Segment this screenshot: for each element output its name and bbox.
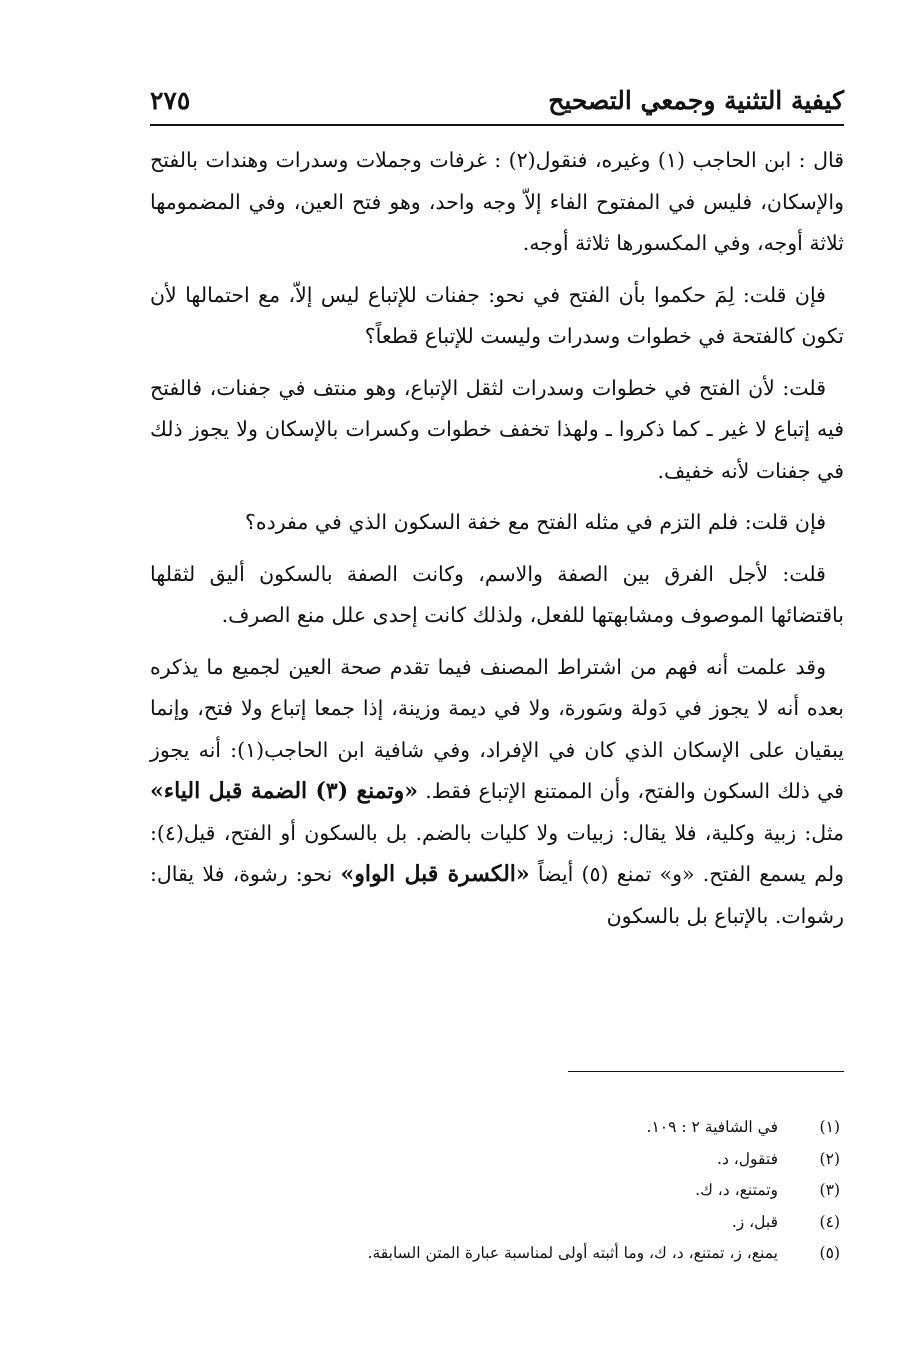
footnote-separator	[568, 1071, 844, 1072]
paragraph-2: فإن قلت: لِمَ حكموا بأن الفتح في نحو: جفنات للإتباع ليس إلاّ، مع احتمالها لأن تكون كالفتحة في خطوات وسدرات وليست للإتباع قطعاً؟	[150, 282, 844, 348]
footnote-text: يمنع، ز، تمتنع، د، ك، وما أثبته أولى لمناسبة عبارة المتن السابقة.	[367, 1244, 778, 1262]
footnote-number: (١)	[819, 1118, 840, 1136]
paragraph-1: قال : ابن الحاجب (١) وغيره، فنقول(٢) : غرفات وجملات وسدرات وهندات بالفتح والإسكان، فليس في المفتوح الفاء إلاّ وجه واحد، وهو فتح العين، وفي المضمومها ثلاثة أوجه، وفي المكسورها ثلاثة أوجه.	[150, 148, 845, 255]
footnote-4	[150, 1207, 840, 1239]
footnote-text: في الشافية ٢ : ١٠٩.	[646, 1118, 778, 1136]
paragraph-6-text-3: نحو: رشوة، فلا يقال: رشوات. بالإتباع بل بالسكون	[150, 862, 844, 928]
footnote-text: وتمتنع، د، ك.	[695, 1181, 778, 1199]
paragraph-3: قلت: لأن الفتح في خطوات وسدرات لثقل الإتباع، وهو منتف في جفنات، فالفتح فيه إتباع لا غير ـ كما ذكروا ـ ولهذا تخفف خطوات وكسرات بالإسكان ولا يجوز ذلك في جفنات لأنه خفيف.	[150, 375, 844, 483]
footnote-text: فتقول، د.	[717, 1149, 778, 1168]
footnote-number: (٣)	[819, 1181, 840, 1199]
paragraph-6-text-1: وقد علمت أنه فهم من اشتراط المصنف فيما تقدم صحة العين لجميع ما يذكره بعده أنه لا يجوز في دَولة وسَورة، ولا في ديمة وزينة، إذا جمعا إتباع ولا فتح، وإنما يبقيان على الإسكان الذي كان في الإفراد، وفي شافية ابن الحاجب(١): أنه يجوز في ذلك السكون والفتح، وأن الممتنع الإتباع فقط.	[150, 654, 844, 803]
footnotes	[150, 1112, 840, 1270]
footnote-number: (٤)	[819, 1212, 840, 1231]
footnote-3	[150, 1175, 840, 1207]
running-title: كيفية التثنية وجمعي التصحيح	[548, 86, 844, 115]
page-header	[150, 86, 844, 126]
footnote-1	[150, 1112, 840, 1144]
main-text	[150, 140, 844, 937]
header-rule	[150, 124, 844, 126]
matn-quote-1: «وتمنع (٣) الضمة قبل الياء»	[150, 778, 419, 804]
footnote-number: (٢)	[819, 1149, 840, 1168]
page-number: ٢٧٥	[150, 86, 191, 115]
footnote-number: (٥)	[819, 1244, 840, 1262]
footnote-5	[150, 1238, 840, 1270]
paragraph-4: فإن قلت: فلم التزم في مثله الفتح مع خفة السكون الذي في مفرده؟	[244, 510, 826, 534]
matn-quote-2: «الكسرة قبل الواو»	[340, 861, 530, 887]
paragraph-5: قلت: لأجل الفرق بين الصفة والاسم، وكانت الصفة بالسكون أليق لثقلها باقتضائها الموصوف ومشابهتها للفعل، ولذلك كانت إحدى علل منع الصرف.	[150, 561, 844, 627]
footnote-2	[150, 1144, 840, 1176]
paragraph-6	[150, 647, 844, 938]
paragraph-6-text-2: مثل: زبية وكلية، فلا يقال: زبيات ولا كليات بالضم. بل بالسكون أو الفتح، قيل(٤): ولم يسمع الفتح. «و» تمنع (٥) أيضاً	[150, 820, 844, 886]
footnote-text: قبل، ز.	[731, 1212, 778, 1231]
